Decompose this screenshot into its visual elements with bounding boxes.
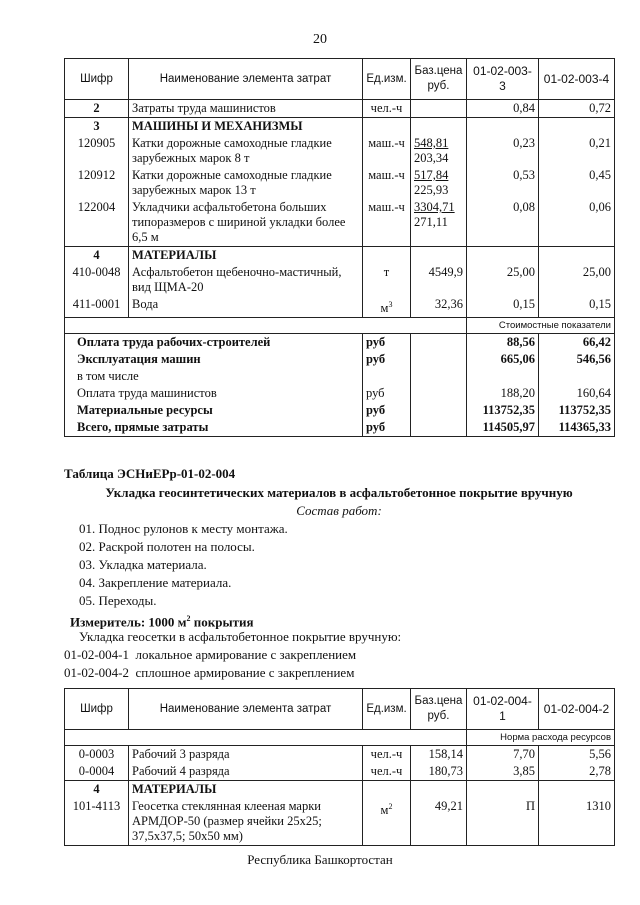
total-v1: 114505,97 xyxy=(467,419,539,437)
row-price: 180,73 xyxy=(411,763,467,781)
header-code: Шифр xyxy=(65,59,129,100)
row-price: 4549,9 xyxy=(411,264,467,296)
variant-item: 01-02-004-1 локальное армирование с закреплением xyxy=(64,647,357,662)
total-row xyxy=(65,385,615,402)
norm-row xyxy=(65,730,615,746)
section-name: МАШИНЫ И МЕХАНИЗМЫ xyxy=(129,118,363,136)
row-price: 3304,71 271,11 xyxy=(411,199,467,247)
row-v2: 2,78 xyxy=(539,763,615,781)
cost-table-1 xyxy=(64,58,615,437)
section-row xyxy=(65,247,615,265)
row-price: 548,81 203,34 xyxy=(411,135,467,167)
total-v2: 160,64 xyxy=(539,385,615,402)
header-col1: 01-02-003-3 xyxy=(467,59,539,100)
header-col1: 01-02-004-1 xyxy=(467,689,539,730)
total-v1: 88,56 xyxy=(467,334,539,352)
total-unit: руб xyxy=(363,419,411,437)
total-row xyxy=(65,402,615,419)
table-row xyxy=(65,763,615,781)
section-name: МАТЕРИАЛЫ xyxy=(129,781,363,799)
row-name: Затраты труда машинистов xyxy=(129,100,363,118)
row-name: Катки дорожные самоходные гладкие зарубежных марок 13 т xyxy=(129,167,363,199)
step-item: 03. Укладка материала. xyxy=(79,557,207,572)
row-v1: 0,23 xyxy=(467,135,539,167)
total-v2: 546,56 xyxy=(539,351,615,368)
total-unit: руб xyxy=(363,351,411,368)
row-v2: 25,00 xyxy=(539,264,615,296)
row-v1: 0,84 xyxy=(467,100,539,118)
row-price: 49,21 xyxy=(411,798,467,846)
row-v1: П xyxy=(467,798,539,846)
row-unit: $м^2$ xyxy=(363,798,411,846)
table-row xyxy=(65,135,615,167)
description: Укладка геосетки в асфальтобетонное покрытие вручную: xyxy=(79,629,402,644)
header-unit: Ед.изм. xyxy=(363,59,411,100)
total-name: Материальные ресурсы xyxy=(65,402,363,419)
cost-indicators-row xyxy=(65,318,615,334)
step-item: 04. Закрепление материала. xyxy=(79,575,232,590)
row-v2: 5,56 xyxy=(539,746,615,764)
page-number: 20 xyxy=(313,32,327,47)
row-unit: маш.-ч xyxy=(363,199,411,247)
row-code: 122004 xyxy=(65,199,129,247)
total-v1: 188,20 xyxy=(467,385,539,402)
section-row xyxy=(65,118,615,136)
row-unit: чел.-ч xyxy=(363,763,411,781)
row-v1: 7,70 xyxy=(467,746,539,764)
total-row xyxy=(65,334,615,352)
row-v1: 0,08 xyxy=(467,199,539,247)
row-name: Укладчики асфальтобетона больших типоразмеров с шириной укладки более 6,5 м xyxy=(129,199,363,247)
total-row xyxy=(65,351,615,368)
row-code: 2 xyxy=(65,100,129,118)
row-name: Рабочий 4 разряда xyxy=(129,763,363,781)
header-col2: 01-02-003-4 xyxy=(539,59,615,100)
total-v2: 114365,33 xyxy=(539,419,615,437)
composition-title: Состав работ: xyxy=(296,503,382,518)
row-code: 0-0004 xyxy=(65,763,129,781)
row-v2: 1310 xyxy=(539,798,615,846)
cost-indicators-label: Стоимостные показатели xyxy=(467,318,615,334)
table-row xyxy=(65,199,615,247)
row-v1: 0,53 xyxy=(467,167,539,199)
total-unit: руб xyxy=(363,334,411,352)
header-base-price: Баз.цена руб. xyxy=(411,689,467,730)
table-header-row xyxy=(65,59,615,100)
row-v1: 3,85 xyxy=(467,763,539,781)
table-label: Таблица ЭСНиЕРр-01-02-004 xyxy=(64,466,236,481)
total-v1: 665,06 xyxy=(467,351,539,368)
step-item: 01. Поднос рулонов к месту монтажа. xyxy=(79,521,288,536)
row-price xyxy=(411,100,467,118)
row-unit: т xyxy=(363,264,411,296)
total-row xyxy=(65,419,615,437)
row-name: Асфальтобетон щебеночно-мастичный, вид ЩМА-20 xyxy=(129,264,363,296)
total-name: Оплата труда рабочих-строителей xyxy=(65,334,363,352)
row-v2: 0,45 xyxy=(539,167,615,199)
row-unit: маш.-ч xyxy=(363,135,411,167)
row-name: Геосетка стеклянная клееная марки АРМДОР-50 (размер ячейки 25х25; 37,5х37,5; 50х50 мм) xyxy=(129,798,363,846)
section-code: 4 xyxy=(65,247,129,265)
total-name: Эксплуатация машин xyxy=(65,351,363,368)
header-col2: 01-02-004-2 xyxy=(539,689,615,730)
row-name: Вода xyxy=(129,296,363,318)
table-row xyxy=(65,746,615,764)
table-row xyxy=(65,100,615,118)
section-title: Укладка геосинтетических материалов в асфальтобетонное покрытие вручную xyxy=(105,485,573,500)
section-code: 4 xyxy=(65,781,129,799)
section-code: 3 xyxy=(65,118,129,136)
row-v2: 0,06 xyxy=(539,199,615,247)
total-v1: 113752,35 xyxy=(467,402,539,419)
table-row xyxy=(65,167,615,199)
row-v2: 0,21 xyxy=(539,135,615,167)
row-v1: 25,00 xyxy=(467,264,539,296)
norm-label: Норма расхода ресурсов xyxy=(467,730,615,746)
total-unit: руб xyxy=(363,385,411,402)
row-code: 101-4113 xyxy=(65,798,129,846)
total-unit: руб xyxy=(363,402,411,419)
row-v2: 0,72 xyxy=(539,100,615,118)
table-row xyxy=(65,264,615,296)
table-row xyxy=(65,798,615,846)
row-v1: 0,15 xyxy=(467,296,539,318)
total-v2: 66,42 xyxy=(539,334,615,352)
meter-label: Измеритель: 1000 $м^2$ покрытия xyxy=(70,614,254,630)
step-item: 02. Раскрой полотен на полосы. xyxy=(79,539,255,554)
step-item: 05. Переходы. xyxy=(79,593,157,608)
total-name: Оплата труда машинистов xyxy=(65,385,363,402)
row-price: 517,84 225,93 xyxy=(411,167,467,199)
header-unit: Ед.изм. xyxy=(363,689,411,730)
section-name: МАТЕРИАЛЫ xyxy=(129,247,363,265)
row-name: Рабочий 3 разряда xyxy=(129,746,363,764)
row-code: 410-0048 xyxy=(65,264,129,296)
header-base-price: Баз.цена руб. xyxy=(411,59,467,100)
cost-table-2 xyxy=(64,688,615,846)
row-code: 0-0003 xyxy=(65,746,129,764)
row-unit: чел.-ч xyxy=(363,746,411,764)
row-name: Катки дорожные самоходные гладкие зарубежных марок 8 т xyxy=(129,135,363,167)
header-code: Шифр xyxy=(65,689,129,730)
header-name: Наименование элемента затрат xyxy=(129,689,363,730)
total-name: в том числе xyxy=(65,368,363,385)
row-code: 120905 xyxy=(65,135,129,167)
footer: Республика Башкортостан xyxy=(247,852,393,867)
row-unit: $м^3$ xyxy=(363,296,411,318)
row-price: 158,14 xyxy=(411,746,467,764)
total-v2: 113752,35 xyxy=(539,402,615,419)
row-v2: 0,15 xyxy=(539,296,615,318)
table-row xyxy=(65,296,615,318)
row-code: 411-0001 xyxy=(65,296,129,318)
row-price: 32,36 xyxy=(411,296,467,318)
row-code: 120912 xyxy=(65,167,129,199)
total-name: Всего, прямые затраты xyxy=(65,419,363,437)
table-header-row xyxy=(65,689,615,730)
variant-item: 01-02-004-2 сплошное армирование с закреплением xyxy=(64,665,355,680)
row-unit: чел.-ч xyxy=(363,100,411,118)
header-name: Наименование элемента затрат xyxy=(129,59,363,100)
row-unit: маш.-ч xyxy=(363,167,411,199)
section-row xyxy=(65,781,615,799)
total-row xyxy=(65,368,615,385)
